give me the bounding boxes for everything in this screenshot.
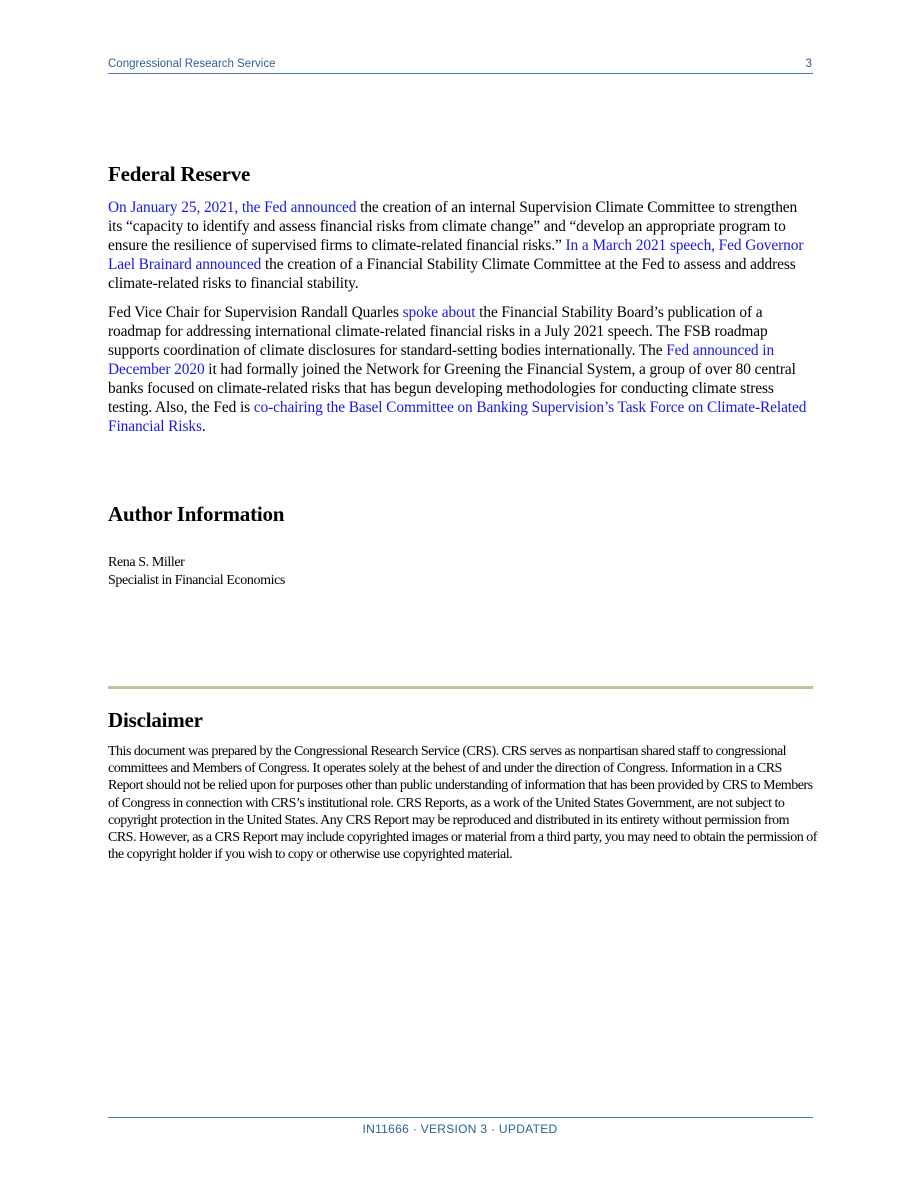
fed-paragraph-2-text-4: . xyxy=(201,418,206,435)
link-basel-task-force[interactable]: co-chairing the Basel Committee on Banking Supervision’s Task Force on Climate-Related Financial Risks xyxy=(108,399,807,435)
fed-paragraph-2-text-3: it had formally joined the Network for Greening the Financial System, a group of over 80 central banks focused on climate-related risks that has begun developing methodologies for conducting climate stress testing. Also, the Fed is xyxy=(108,361,796,416)
footer-divider xyxy=(108,1117,813,1118)
author-name: Rena S. Miller xyxy=(108,555,185,570)
author-block xyxy=(108,554,285,590)
footer-label: IN11666 · VERSION 3 · UPDATED xyxy=(362,1122,558,1136)
section-divider xyxy=(108,686,813,689)
fed-paragraph-2-text-2: the Financial Stability Board’s publication of a roadmap for addressing international climate-related financial risks in a July 2021 speech. The FSB roadmap supports coordination of climate disclosures for standard-setting bodies internationally. The xyxy=(108,304,768,359)
heading-disclaimer: Disclaimer xyxy=(108,708,203,732)
fed-paragraph-1 xyxy=(108,198,813,293)
heading-author-information: Author Information xyxy=(108,502,285,526)
link-fed-announced-december[interactable]: Fed announced in December 2020 xyxy=(108,342,775,378)
disclaimer-text: This document was prepared by the Congressional Research Service (CRS). CRS serves as nonpartisan shared staff to congressional committees and Members of Congress. It operates solely at the behest of and under the direction of Congress. Information in a CRS Report should not be relied upon for purposes other than public understanding of information that has been provided by CRS to Members of Congress in connection with CRS’s institutional role. CRS Reports, as a work of the United States Government, are not subject to copyright protection in the United States. Any CRS Report may be reproduced and distributed in its entirety without permission from CRS. However, as a CRS Report may include copyrighted images or material from a third party, you may need to obtain the permission of the copyright holder if you wish to copy or otherwise use copyrighted material. xyxy=(108,744,817,863)
page-header xyxy=(108,56,813,74)
fed-paragraph-1-text-1: the creation of an internal Supervision Climate Committee to strengthen its “capacity to identify and assess financial risks from climate change” and “develop an appropriate program to ensure the resilience of supervised firms to climate-related financial risks.” xyxy=(108,199,798,254)
header-page-number: 3 xyxy=(805,58,812,70)
link-fed-announced[interactable]: On January 25, 2021, the Fed announced xyxy=(108,199,357,216)
author-title: Specialist in Financial Economics xyxy=(108,573,285,588)
link-brainard-speech[interactable]: In a March 2021 speech, Fed Governor Lael Brainard announced xyxy=(108,237,804,273)
fed-paragraph-1-text-2: the creation of a Financial Stability Climate Committee at the Fed to assess and address climate-related risks to financial stability. xyxy=(108,256,796,292)
link-spoke-about[interactable]: spoke about xyxy=(402,304,476,321)
fed-paragraph-2-text-1: Fed Vice Chair for Supervision Randall Quarles xyxy=(108,304,403,321)
fed-paragraph-2 xyxy=(108,303,813,436)
heading-federal-reserve: Federal Reserve xyxy=(108,162,251,186)
header-org-name: Congressional Research Service xyxy=(108,58,276,70)
